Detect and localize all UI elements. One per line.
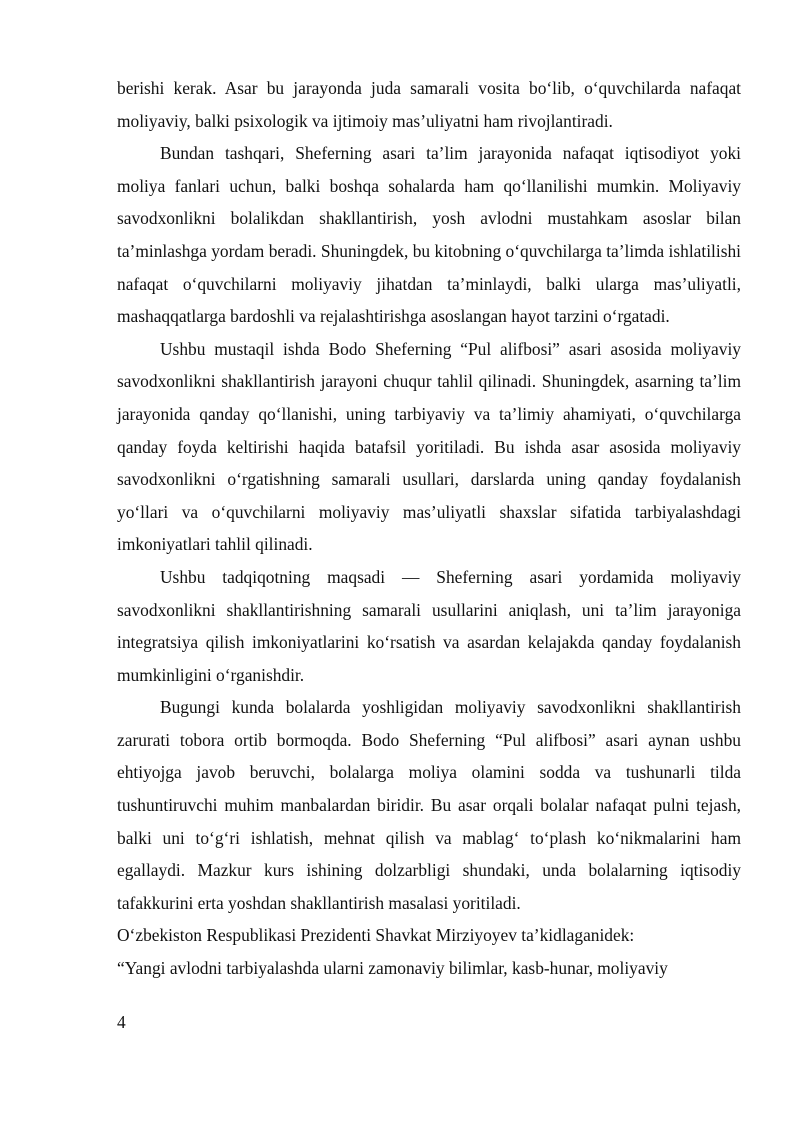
paragraph-quote-start: “Yangi avlodni tarbiyalashda ularni zamonaviy bilimlar, kasb-hunar, moliyaviy bbox=[117, 958, 668, 979]
paragraph-research-goal: Ushbu tadqiqotning maqsadi — Sheferning asari yordamida moliyaviy savodxonlikni shakllantirishning samarali usullarini aniqlash, uni ta’lim jarayoniga integratsiya qilish imkoniyatlarini ko‘rsatish va asardan kelajakda qanday foydalanish mumkinligini o‘rganishdir. bbox=[117, 566, 741, 685]
body-text bbox=[117, 72, 741, 985]
page-number: 4 bbox=[117, 1012, 126, 1032]
paragraph-president-quote-intro: O‘zbekiston Respublikasi Prezidenti Shavkat Mirziyoyev ta’kidlaganidek: bbox=[117, 925, 635, 946]
paragraph-relevance: Bugungi kunda bolalarda yoshligidan moliyaviy savodxonlikni shakllantirish zarurati tobora ortib bormoqda. Bodo Sheferning “Pul alifbosi” asari aynan ushbu ehtiyojga javob beruvchi, bolalarga moliya olamini sodda va tushunarli tilda tushuntiruvchi muhim manbalardan biridir. Bu asar orqali bolalar nafaqat pulni tejash, balki uni to‘g‘ri ishlatish, mehnat qilish va mablag‘ to‘plash ko‘nikmalarini ham egallaydi. Mazkur kurs ishining dolzarbligi shundaki, unda bolalarning iqtisodiy tafakkurini erta yoshdan shakllantirish masalasi yoritiladi. bbox=[117, 697, 741, 913]
paragraph-sheffer-education: Bundan tashqari, Sheferning asari ta’lim jarayonida nafaqat iqtisodiyot yoki moliya fanlari uchun, balki boshqa sohalarda ham qo‘llanilishi mumkin. Moliyaviy savodxonlikni bolalikdan shakllantirish, yosh avlodni mustahkam asoslar bilan ta’minlashga yordam beradi. Shuningdek, bu kitobning o‘quvchilarga ta’limda ishlatilishi nafaqat o‘quvchilarni moliyaviy jihatdan ta’minlaydi, balki ularga mas’uliyatli, mashaqqatlarga bardoshli va rejalashtirishga asoslangan hayot tarzini o‘rgatadi. bbox=[117, 143, 741, 327]
paragraph-independent-work: Ushbu mustaqil ishda Bodo Sheferning “Pul alifbosi” asari asosida moliyaviy savodxonlikni shakllantirish jarayoni chuqur tahlil qilinadi. Shuningdek, asarning ta’lim jarayonida qanday qo‘llanishi, uning tarbiyaviy va ta’limiy ahamiyati, o‘quvchilarga qanday foyda keltirishi haqida batafsil yoritiladi. Bu ishda asar asosida moliyaviy savodxonlikni o‘rgatishning samarali usullari, darslarda uning qanday foydalanish yo‘llari va o‘quvchilarni moliyaviy mas’uliyatli shaxslar sifatida tarbiyalashdagi imkoniyatlari tahlil qilinadi. bbox=[117, 338, 741, 555]
paragraph-continuation: berishi kerak. Asar bu jarayonda juda samarali vosita bo‘lib, o‘quvchilarda nafaqat moliyaviy, balki psixologik va ijtimoiy mas’uliyatni ham rivojlantiradi. bbox=[117, 78, 741, 131]
